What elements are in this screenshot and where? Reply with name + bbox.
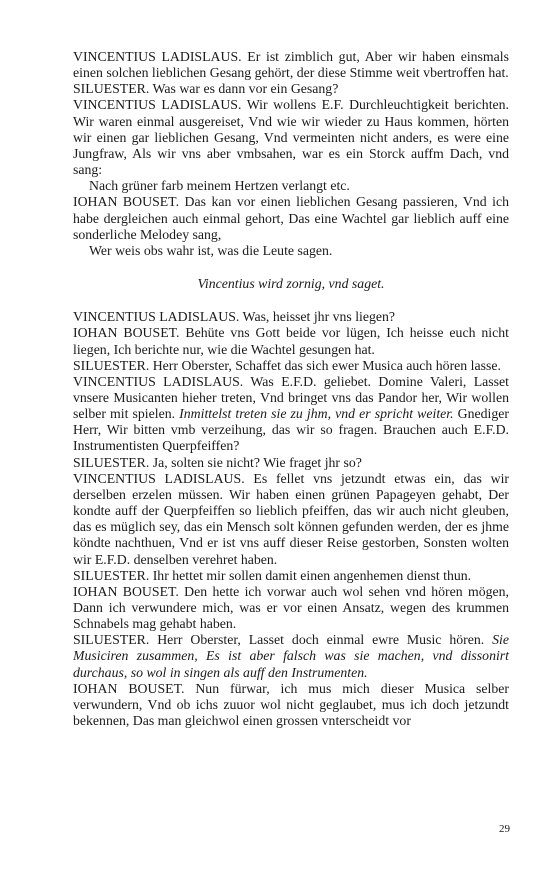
- speech-text: VINCENTIUS LADISLAUS. Was E.F.D. geliebet. Domine Valeri, Lasset vnsere Musicanten hieher treten, Vnd bringet vns das Pandor her, Wir wollen selber mit spielen.: [73, 373, 509, 422]
- speech-paragraph: [73, 632, 509, 680]
- speech-text: Nach grüner farb meinem Hertzen verlangt etc.: [89, 178, 350, 194]
- speech-paragraph: [73, 471, 509, 568]
- stage-direction: [73, 276, 509, 292]
- speech-text: IOHAN BOUSET. Nun fürwar, ich mus mich dieser Musica selber verwundern, Vnd ob ichs zuuor wol nicht geglaubet, mus ich doch jetzundt bekennen, Das man gleichwol einen grossen vnterscheidt vor: [73, 680, 509, 729]
- speech-text: VINCENTIUS LADISLAUS. Er ist zimblich gut, Aber wir haben einsmals einen solchen lieblichen Gesang gehört, der diese Stimme weit vbertroffen hat.: [73, 49, 509, 81]
- speech-paragraph: [73, 374, 509, 455]
- speech-paragraph: [73, 568, 509, 584]
- speech-text: Wer weis obs wahr ist, was die Leute sagen.: [89, 242, 333, 258]
- verse-line: [73, 243, 509, 259]
- speech-paragraph: [73, 455, 509, 471]
- speech-paragraph: [73, 681, 509, 729]
- speech-paragraph: [73, 194, 509, 242]
- speech-text: Gnediger Herr, Wir bitten vmb verzeihung, das wir so fragen. Brauchen auch E.F.D. Instrumentisten Querpfeiffen?: [73, 406, 510, 454]
- speech-paragraph: [73, 358, 509, 374]
- inline-stage-direction: Inmittelst treten sie zu jhm, vnd er spricht weiter.: [179, 406, 454, 422]
- speech-paragraph: [73, 309, 509, 325]
- speech-text: IOHAN BOUSET. Das kan vor einen lieblichen Gesang passieren, Vnd ich habe dergleichen auch einmal gehort, Das eine Wachtel gar lieblich auff eine sonderliche Melodey sang,: [73, 194, 509, 242]
- speech-text: VINCENTIUS LADISLAUS. Was, heisset jhr vns liegen?: [73, 309, 396, 325]
- inline-stage-direction: Sie Musiciren zusammen, Es ist aber falsch was sie machen, vnd dissonirt durchaus, so wol in singen als auff den Instrumenten.: [73, 632, 509, 680]
- speech-text: SILUESTER. Ja, solten sie nicht? Wie fraget jhr so?: [73, 454, 362, 470]
- speech-paragraph: [73, 325, 509, 357]
- speech-text: VINCENTIUS LADISLAUS. Wir wollens E.F. Durchleuchtigkeit berichten. Wir waren einmal ausgereiset, Vnd wie wir wieder zu Haus kommen, hörten wir einen gar lieblichen Gesang, Vnd vermeinten nicht anders, es were eine Jungfraw, Als wir vns aber vmbsahen, war es ein Storck auffm Dach, vnd sang:: [73, 97, 509, 178]
- speech-text: VINCENTIUS LADISLAUS. Es fellet vns jetzundt etwas ein, das wir derselben erzelen müssen. Wir haben einen grünen Papageyen gehabt, Der kondte auff der Querpfeiffen so lieblich pfeiffen, das wir auch nicht gleuben, das es müglich sey, das ein Mensch solt können gefunden werden, der es jhme köndte nachthuen, Vnd er ist vns auff dieser Reise gestorben, Sonsten wolten wir E.F.D. denselben verehret haben.: [73, 470, 509, 567]
- speech-text: SILUESTER. Ihr hettet mir sollen damit einen angenhemen dienst thun.: [73, 567, 472, 583]
- speech-text: SILUESTER. Herr Oberster, Lasset doch einmal ewre Music hören.: [73, 632, 493, 648]
- play-text: [73, 49, 509, 729]
- speech-text: SILUESTER. Was war es dann vor ein Gesang?: [73, 81, 339, 97]
- speech-text: Vincentius wird zornig, vnd saget.: [197, 276, 385, 292]
- speech-paragraph: [73, 584, 509, 632]
- verse-line: [73, 178, 509, 194]
- speech-paragraph: [73, 81, 509, 97]
- speech-paragraph: [73, 97, 509, 178]
- speech-text: IOHAN BOUSET. Den hette ich vorwar auch wol sehen vnd hören mögen, Dann ich verwundere mich, was er vor einen Ansatz, wegen des krummen Schnabels mag gehabt haben.: [73, 583, 509, 632]
- speech-paragraph: [73, 49, 509, 81]
- speech-text: IOHAN BOUSET. Behüte vns Gott beide vor lügen, Ich heisse euch nicht liegen, Ich berichte nur, wie die Wachtel gesungen hat.: [73, 325, 509, 357]
- speech-text: SILUESTER. Herr Oberster, Schaffet das sich ewer Musica auch hören lasse.: [73, 357, 501, 373]
- page-number: 29: [499, 823, 510, 835]
